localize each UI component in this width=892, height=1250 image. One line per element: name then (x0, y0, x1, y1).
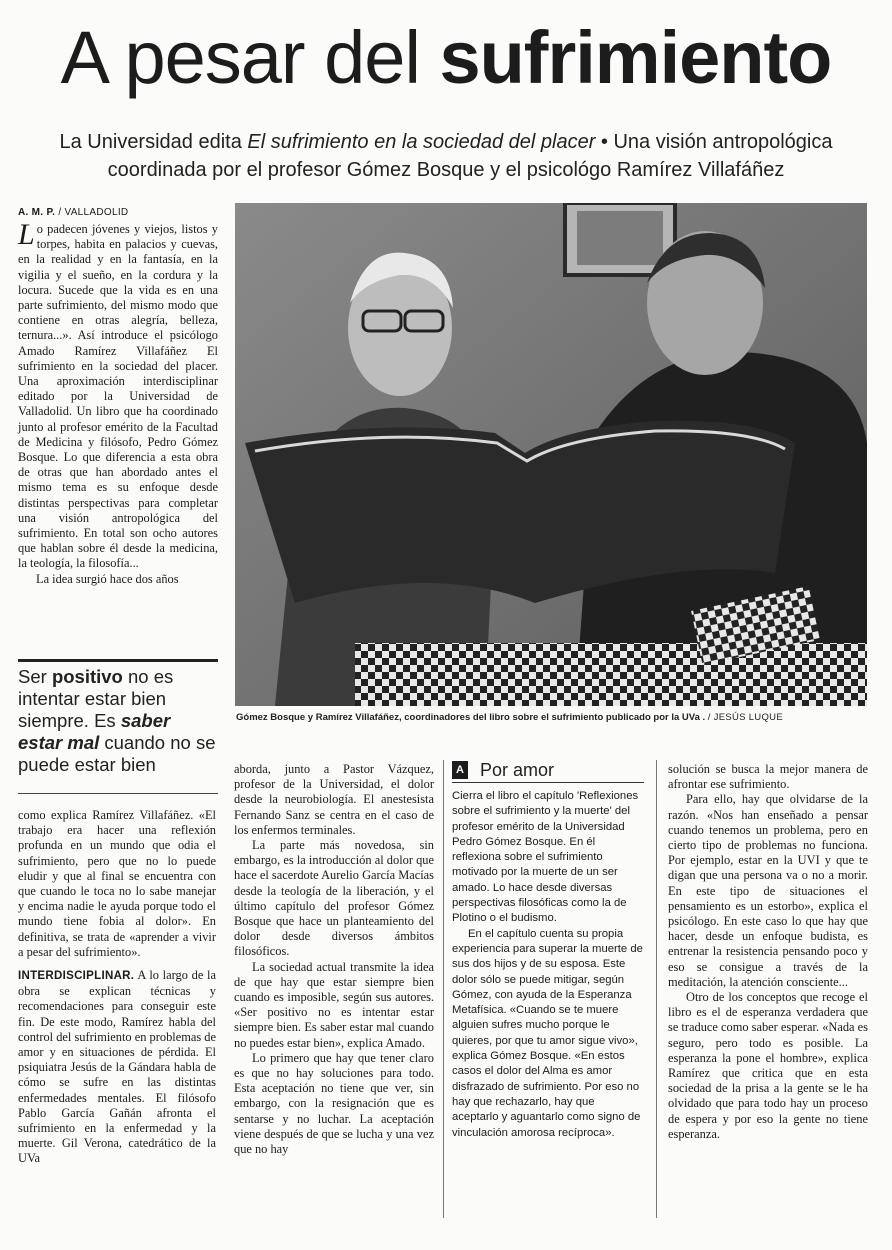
pq-b1: positivo (51, 666, 123, 687)
sidebar-paragraph-2: En el capítulo cuenta su propia experiencia para superar la muerte de sus dos hijos y de su esposa. Este dolor sólo se puede mitigar, según Gómez, con ayuda de la Esperanza Metafísica. «Cuando se te muere alguien sufres mucho porque le quieres, por que tu amor sigue vivo», explica Gómez Bosque. «En estos casos el dolor del Alma es amor disfrazado de sufrimiento. Por eso no hay que rechazarlo, hay que aceptarlo y aguantarlo como signo de vinculación amorosa recíproca». (452, 927, 643, 1139)
sidebar-paragraph-1: Cierra el libro el capítulo 'Reflexiones sobre el sufrimiento y la muerte' del profesor emérito de la Universidad Pedro Gómez Bosque. En él reflexiona sobre el sufrimiento motivado por la muerte de un ser amado. Lo hace desde diversas perspectivas filosóficas como la de Plotino o el budismo. (452, 790, 639, 925)
intro-paragraph-1: o padecen jóvenes y viejos, listos y torpes, habita en palacios y cuevas, en la realidad y en la fantasía, en la vigilia y el sueño, en la cordura y la locura. Sucede que la vida es en una parte sufrimiento, del mismo modo que contiene en otras alegría, belleza, ternura...». Así introduce el psicólogo Amado Ramírez Villafáñez El sufrimiento en la sociedad del placer. Una aproximación interdisciplinar editado por la Universidad de Valladolid. Un libro que ha coordinado junto al profesor emérito de la Facultad de Medicina y filósofo, Pedro Gómez Bosque. Lo que diferencia a esta obra de otras que han abordado antes el mismo tema es su enfoque desde distintas perspectivas para completar una visión antropológica del sufrimiento. En total son ocho autores que hablan sobre él desde la medicina, la teología, la filosofía... (18, 222, 218, 571)
sidebar-box (452, 758, 644, 1141)
sidebar-rule-left (443, 760, 444, 1218)
photo (235, 203, 867, 706)
intro-paragraph-2: La idea surgió hace dos años (36, 571, 179, 586)
headline-light: A pesar del (60, 16, 440, 99)
pull-quote (18, 659, 218, 776)
col1-paragraph-1: como explica Ramírez Villafáñez. «El trabajo era hacer una reflexión profunda en un mundo que odia el sufrimiento, pero que no lo puede eludir y que al final se encuentra con que cuando le toca no lo sabe manejar y encima nadie le ayuda porque todo el mundo tiene fobia al dolor». En definitiva, se trata de «aprender a vivir a pesar del sufrimiento». (18, 808, 216, 959)
caption-text: Gómez Bosque y Ramírez Villafáñez, coordinadores del libro sobre el sufrimiento publicado por la UVa . (236, 712, 708, 723)
sidebar-icon: A (452, 761, 468, 779)
col2-paragraph-3: La sociedad actual transmite la idea de que hay que estar siempre bien cuando es imposible, según sus autores. «Ser positivo no es intentar estar siempre bien. Es saber estar mal cuando no puedes estar bien», explica Amado. (234, 959, 434, 1050)
subtitle-part2: • Una visión antropológica coordinada por el profesor Gómez Bosque y el psicológo Ramírez Villafáñez (107, 131, 833, 181)
col2-paragraph-2: La parte más novedosa, sin embargo, es la introducción al dolor que hace el sacerdote Aurelio García Macías desde la teología de la liberación, y el último capítulo del profesor Gómez Bosque que hace un planteamiento del dolor desde diversos ámbitos filosóficos. (234, 838, 434, 959)
col1-lead: INTERDISCIPLINAR. (18, 970, 135, 983)
subtitle-part1: La Universidad edita (59, 131, 248, 153)
body-column-4 (668, 762, 868, 1142)
pq-t2: no es intentar estar bien siempre. Es (18, 666, 174, 731)
byline (18, 207, 128, 218)
photo-credit: / JESÚS LUQUE (707, 712, 783, 723)
headline-bold: sufrimiento (439, 16, 832, 99)
subtitle-book-title: El sufrimiento en la sociedad del placer (247, 131, 596, 153)
col1-paragraph-2: A lo largo de la obra se explican técnicas y recomendaciones para conseguir este fin. De este modo, Ramírez habla del control del sufrimiento en problemas de amor y en situaciones de pérdida. El psiquiatra Jesús de la Gándara habla de cómo se sufre en las distintas enfermedades mentales. El filósofo Pablo García Gañán afronta el sufrimiento en la enfermedad y la muerte. Gil Verona, catedrático de la UVa (18, 968, 216, 1166)
sidebar-title: Por amor (480, 759, 555, 780)
col4-paragraph-1: solución se busca la mejor manera de afrontar ese sufrimiento. (668, 762, 868, 792)
pq-t1: Ser (18, 666, 52, 687)
col4-paragraph-3: Otro de los conceptos que recoge el libro es el de esperanza verdadera que se traduce como saber esperar. «Nada es seguro, pero todo es posible. La esperanza la pone el hombre», explica Ramírez que critica que en esta sociedad de la prisa a la gente se le ha olvidado que para todo hay un proceso de espera y por eso la gente no tiene esperanza. (668, 990, 868, 1141)
body-column-1 (18, 808, 216, 1167)
sidebar-header (452, 758, 644, 783)
sidebar-rule-right (656, 760, 657, 1218)
pq-b2: saber estar mal (18, 710, 171, 753)
subtitle (30, 128, 862, 184)
drop-cap: L (18, 218, 35, 251)
photo-illustration (235, 203, 867, 706)
intro-column (18, 218, 218, 587)
pq-t3: cuando no se puede estar bien (18, 732, 216, 775)
col2-paragraph-1: aborda, junto a Pastor Vázquez, profesor de la Universidad, el dolor desde la neurobiología. El anestesista Fernando Sanz se centra en el caso de los enfermos terminales. (234, 762, 434, 837)
col2-paragraph-4: Lo primero que hay que tener claro es que no hay soluciones para todo. Esta aceptación no tiene que ver, sin embargo, con la resignación que es sentarse y no luchar. La aceptación viene después de que se lucha y una vez que no hay (234, 1050, 434, 1157)
tablecloth (355, 643, 867, 706)
body-column-2 (234, 762, 434, 1157)
photo-caption (236, 712, 868, 723)
byline-place: VALLADOLID (64, 207, 129, 218)
pull-quote-rule (18, 793, 218, 794)
wall-picture (577, 211, 663, 265)
headline (0, 18, 892, 98)
byline-sep: / (55, 207, 65, 218)
col4-paragraph-2: Para ello, hay que olvidarse de la razón. «Nos han enseñado a pensar cuando tenemos un problema, pero en cierto tipo de problemas no funciona. Por ejemplo, estar en la UVI y que te digan que una persona va o no a morir. En este tipo de situaciones el pensamiento es un estorbo», explica el psicólogo. En este caso lo que hay que hacer, desde un enfoque budista, es entrenar la resistencia pensando poco y eso se consigue a través de la meditación, la atención consciente... (668, 792, 868, 989)
sidebar-body (452, 789, 644, 1141)
byline-author: A. M. P. (18, 207, 56, 218)
